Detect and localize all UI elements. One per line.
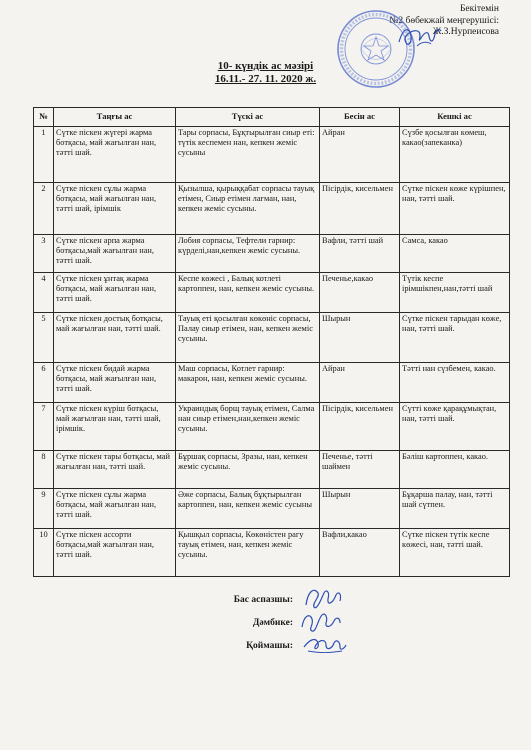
row-number: 5: [34, 313, 54, 363]
breakfast-cell: Сүтке піскен достық ботқасы, май жағылған нан, тәтті шай.: [54, 313, 176, 363]
chef-label: Бас аспазшы:: [233, 595, 293, 605]
menu-title: [0, 60, 531, 85]
table-row: [34, 313, 510, 363]
snack-cell: Печенье,какао: [320, 273, 400, 313]
row-number: 6: [34, 363, 54, 403]
row-number: 10: [34, 529, 54, 577]
row-number: 7: [34, 403, 54, 451]
breakfast-cell: Сүтке піскен сұлы жарма ботқасы, май жағылған нан, тәтті шай, ірімшік: [54, 183, 176, 235]
row-number: 9: [34, 489, 54, 529]
row-number: 3: [34, 235, 54, 273]
table-row: [34, 403, 510, 451]
lunch-cell: Қышқыл сорпасы, Көкөністен рагу тауық етімен, нан, кепкен жеміс сусыны.: [176, 529, 320, 577]
snack-cell: Шырын: [320, 313, 400, 363]
dinner-cell: Сүтке піскен түтік кеспе көжесі, нан, тәтті шай.: [400, 529, 510, 577]
snack-cell: Айран: [320, 127, 400, 183]
dinner-cell: Тәтті нан сүзбемен, какао.: [400, 363, 510, 403]
lunch-cell: Кеспе көжесі , Балық котлеті картоппен, нан, кепкен жеміс сусыны.: [176, 273, 320, 313]
dinner-cell: Сүтке піскен тарыдан көже, нан, тәтті шай.: [400, 313, 510, 363]
table-row: [34, 489, 510, 529]
lunch-cell: Бұршақ сорпасы, Зразы, нан, кепкен жеміс сусыны.: [176, 451, 320, 489]
snack-cell: Вафли, тәтті шай: [320, 235, 400, 273]
menu-title-line-2: 16.11.- 27. 11. 2020 ж.: [214, 72, 317, 85]
lunch-cell: Маш сорпасы, Котлет гарнир: макарон, нан, кепкен жеміс сусыны.: [176, 363, 320, 403]
lunch-cell: Қызылша, қырыққабат сорпасы тауық етімен, Сиыр етімен лағман, нан, кепкен жеміс сусыны.: [176, 183, 320, 235]
lunch-cell: Тауық еті қосылған көкөніс сорпасы, Палау сиыр етімен, нан, кепкен жеміс сусыны.: [176, 313, 320, 363]
lunch-cell: Лобия сорпасы, Тефтели гарнир: күрделі,нан,кепкен жеміс сусыны.: [176, 235, 320, 273]
header-number: №: [34, 108, 54, 127]
table-row: [34, 127, 510, 183]
dinner-cell: Бұқарша палау, нан, тәтті шай сүтпен.: [400, 489, 510, 529]
row-number: 1: [34, 127, 54, 183]
header-breakfast: Таңғы ас: [54, 108, 176, 127]
row-number: 4: [34, 273, 54, 313]
header-snack: Бесін ас: [320, 108, 400, 127]
dinner-cell: Сүтке піскен көже күрішпен, нан, тәтті шай.: [400, 183, 510, 235]
dinner-cell: Түтік кеспе ірімшікпен,нан,тәтті шай: [400, 273, 510, 313]
table-row: [34, 273, 510, 313]
table-row: [34, 235, 510, 273]
table-row: [34, 451, 510, 489]
dinner-cell: Бәліш картоппен, какао.: [400, 451, 510, 489]
lunch-cell: Әже сорпасы, Балық бұқтырылған картоппен, нан, кепкен жеміс сусыны: [176, 489, 320, 529]
lunch-cell: Тары сорпасы, Бұқтырылған сиыр еті: түтік кеспемен нан, кепкен жеміс сусыны: [176, 127, 320, 183]
breakfast-cell: Сүтке піскен ассорти ботқасы,май жағылған нан, тәтті шай.: [54, 529, 176, 577]
header-lunch: Түскі ас: [176, 108, 320, 127]
snack-cell: Печенье, тәтті шаймен: [320, 451, 400, 489]
director-signature-icon: [395, 22, 445, 52]
storekeeper-label: Қоймашы:: [246, 641, 293, 651]
breakfast-cell: Сүтке піскен бидай жарма ботқасы, май жағылған нан, тәтті шай.: [54, 363, 176, 403]
table-header-row: [34, 108, 510, 127]
dinner-cell: Сүзбе қосылған көмеш, какао(запеканка): [400, 127, 510, 183]
approval-line-2: №2 бөбекжай меңгерушісі:: [389, 15, 499, 26]
approval-line-3: Ж.З.Нурпеисова: [432, 27, 499, 37]
table-row: [34, 529, 510, 577]
snack-cell: Айран: [320, 363, 400, 403]
approval-line-1: Бекітемін: [459, 4, 499, 14]
breakfast-cell: Сүтке піскен күріш ботқасы, май жағылған нан, тәтті шай, ірімшік.: [54, 403, 176, 451]
breakfast-cell: Сүтке піскен ұнтақ жарма ботқасы, май жағылған нан, тәтті шай.: [54, 273, 176, 313]
table-row: [34, 363, 510, 403]
breakfast-cell: Сүтке піскен тары ботқасы, май жағылған нан, тәтті шай.: [54, 451, 176, 489]
snack-cell: Вафли,какао: [320, 529, 400, 577]
dinner-cell: Самса, какао: [400, 235, 510, 273]
menu-table: [33, 107, 510, 577]
lunch-cell: Украиндық борщ тауық етімен, Салма нан сиыр етімен,нан,кепкен жеміс сусыны.: [176, 403, 320, 451]
header-dinner: Кешкі ас: [400, 108, 510, 127]
row-number: 8: [34, 451, 54, 489]
breakfast-cell: Сүтке піскен сұлы жарма ботқасы, май жағылған нан, тәтті шай.: [54, 489, 176, 529]
dinner-cell: Сүтті көже қарақұмықтан, нан, тәтті шай.: [400, 403, 510, 451]
storekeeper-signature-icon: [300, 631, 350, 657]
breakfast-cell: Сүтке піскен жүгері жарма ботқасы, май жағылған нан, тәтті шай.: [54, 127, 176, 183]
snack-cell: Шырын: [320, 489, 400, 529]
table-row: [34, 183, 510, 235]
breakfast-cell: Сүтке піскен арпа жарма ботқасы,май жағылған нан, тәтті шай.: [54, 235, 176, 273]
snack-cell: Пісірдік, кисельмен: [320, 183, 400, 235]
snack-cell: Пісірдік, кисельмен: [320, 403, 400, 451]
nurse-label: Дәмбике:: [252, 618, 293, 628]
row-number: 2: [34, 183, 54, 235]
menu-title-line-1: 10- күндік ас мәзірі: [217, 60, 314, 72]
